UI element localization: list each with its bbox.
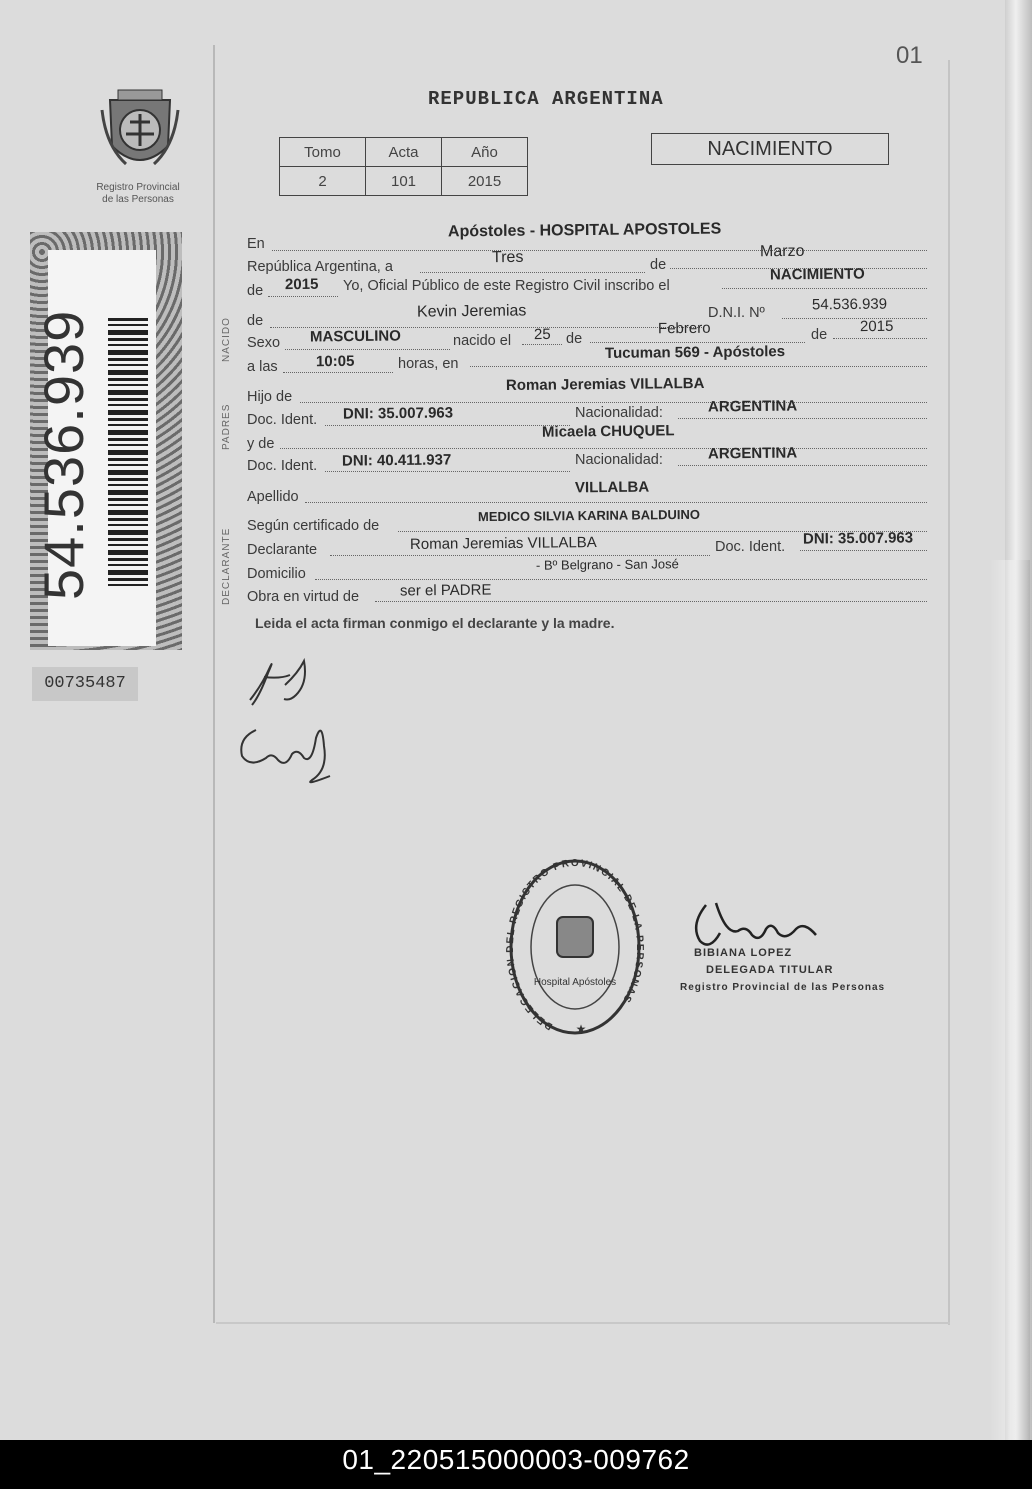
signature-madre — [232, 712, 342, 787]
value-nac-dia: 25 — [533, 325, 551, 344]
dotted-line — [268, 296, 338, 297]
officer-name: BIBIANA LOPEZ — [694, 947, 793, 959]
side-label-nacido: NACIDO — [221, 317, 232, 362]
value-padre-nac: ARGENTINA — [707, 397, 798, 416]
label-nacionalidad-madre: Nacionalidad: — [575, 452, 663, 468]
side-label-declarante: DECLARANTE — [221, 527, 232, 605]
seal-inner-text: Hospital Apóstoles — [533, 977, 617, 988]
barcode-bars — [108, 318, 148, 588]
label-doc-ident-padre: Doc. Ident. — [247, 412, 318, 428]
value-lugar-nac: Tucuman 569 - Apóstoles — [604, 343, 786, 362]
label-obra-en-virtud: Obra en virtud de — [247, 589, 360, 605]
dotted-line — [375, 601, 927, 602]
value-domicilio: - Bº Belgrano - San José — [535, 556, 679, 573]
provincial-seal-logo — [96, 86, 184, 176]
table-value-anio: 2015 — [442, 167, 528, 196]
dotted-line — [305, 502, 927, 503]
label-de-birth-year: de — [811, 327, 828, 343]
dotted-line — [678, 465, 927, 466]
label-de-name: de — [247, 313, 264, 329]
value-en-virtud: ser el PADRE — [399, 581, 492, 600]
dotted-line — [420, 272, 645, 273]
officer-institution: Registro Provincial de las Personas — [680, 982, 886, 993]
star-icon: ★ — [575, 1022, 587, 1036]
dotted-line — [678, 418, 927, 419]
signature-declarante — [240, 655, 320, 710]
value-madre-nac: ARGENTINA — [707, 444, 798, 463]
value-mes: Marzo — [759, 242, 805, 261]
value-nac-anio: 2015 — [859, 317, 894, 336]
label-en: En — [247, 236, 265, 252]
value-tipo: NACIMIENTO — [769, 265, 865, 284]
document-id-footer: 01_220515000003-009762 — [0, 1440, 1032, 1489]
dotted-line — [280, 448, 927, 449]
value-anio: 2015 — [284, 275, 319, 294]
document-title: REPUBLICA ARGENTINA — [428, 88, 664, 110]
value-declarante-doc: DNI: 35.007.963 — [802, 529, 914, 548]
label-de-day: de — [566, 331, 583, 347]
dotted-line — [300, 402, 927, 403]
dotted-line — [283, 372, 393, 373]
label-de: de — [650, 257, 667, 273]
table-header-anio: Año — [442, 138, 528, 167]
table-header-acta: Acta — [366, 138, 442, 167]
value-dni: 54.536.939 — [811, 295, 888, 314]
dotted-line — [800, 550, 927, 551]
right-border-line — [948, 60, 950, 1325]
value-apellido: VILLALBA — [574, 478, 650, 497]
record-type-box: NACIMIENTO — [651, 133, 889, 165]
label-apellido: Apellido — [247, 489, 299, 505]
label-horas-en: horas, en — [398, 356, 459, 372]
label-segun-certificado: Según certificado de — [247, 518, 380, 534]
label-domicilio: Domicilio — [247, 566, 306, 582]
seal-outer-text: DELEGACION DEL REGISTRO PROVINCIAL DE LA PERSONAS — [505, 857, 645, 1032]
value-lugar: Apóstoles - HOSPITAL APOSTOLES — [447, 220, 722, 241]
registry-seal-stamp — [505, 855, 645, 1040]
value-sexo: MASCULINO — [309, 327, 401, 346]
label-doc-ident-madre: Doc. Ident. — [247, 458, 318, 474]
dotted-line — [470, 366, 927, 367]
label-sexo: Sexo — [247, 335, 281, 351]
value-hora: 10:05 — [315, 352, 355, 371]
label-yo-oficial: Yo, Oficial Público de este Registro Civil inscribo el — [343, 278, 670, 294]
label-nacido-el: nacido el — [453, 333, 512, 349]
label-de-year: de — [247, 283, 264, 299]
value-certificado: MEDICO SILVIA KARINA BALDUINO — [477, 506, 701, 525]
logo-caption-line1: Registro Provincial — [96, 182, 180, 193]
dotted-line — [325, 425, 570, 426]
label-republica: República Argentina, a — [247, 259, 393, 275]
label-a-las: a las — [247, 359, 278, 375]
officer-block — [680, 945, 885, 996]
paper-edge-shadow — [990, 560, 1030, 1440]
table-header-tomo: Tomo — [280, 138, 366, 167]
value-nac-mes: Febrero — [657, 319, 711, 338]
dotted-line — [315, 579, 927, 580]
barcode-number: 54.536.939 — [32, 309, 95, 600]
bottom-border-line — [216, 1322, 950, 1324]
label-dni: D.N.I. Nº — [708, 305, 765, 321]
value-madre-doc: DNI: 40.411.937 — [341, 451, 452, 470]
label-nacionalidad-padre: Nacionalidad: — [575, 405, 663, 421]
dotted-line — [272, 250, 927, 251]
dotted-line — [522, 344, 562, 345]
label-y-de: y de — [247, 436, 275, 452]
value-padre: Roman Jeremias VILLALBA — [505, 374, 705, 395]
dotted-line — [285, 349, 450, 350]
value-padre-doc: DNI: 35.007.963 — [342, 404, 454, 423]
table-value-tomo: 2 — [280, 167, 366, 196]
value-madre: Micaela CHUQUEL — [541, 422, 675, 441]
value-dia: Tres — [491, 248, 524, 267]
dotted-line — [833, 338, 927, 339]
registry-table — [279, 137, 528, 196]
table-value-acta: 101 — [366, 167, 442, 196]
value-nombre: Kevin Jeremias — [416, 302, 527, 321]
margin-line — [213, 45, 215, 1323]
officer-title: DELEGADA TITULAR — [706, 964, 834, 976]
logo-caption-line2: de las Personas — [102, 194, 174, 205]
label-hijo-de: Hijo de — [247, 389, 293, 405]
page-number: 01 — [896, 42, 923, 69]
label-declarante-doc: Doc. Ident. — [715, 539, 786, 555]
closing-statement: Leida el acta firman conmigo el declarante y la madre. — [255, 615, 615, 631]
value-declarante: Roman Jeremias VILLALBA — [409, 534, 597, 553]
dotted-line — [782, 318, 927, 319]
dotted-line — [325, 471, 570, 472]
serial-number: 00735487 — [32, 667, 138, 701]
label-declarante: Declarante — [247, 542, 318, 558]
logo-caption — [78, 182, 198, 206]
dotted-line — [722, 288, 927, 289]
side-label-padres: PADRES — [221, 403, 232, 450]
